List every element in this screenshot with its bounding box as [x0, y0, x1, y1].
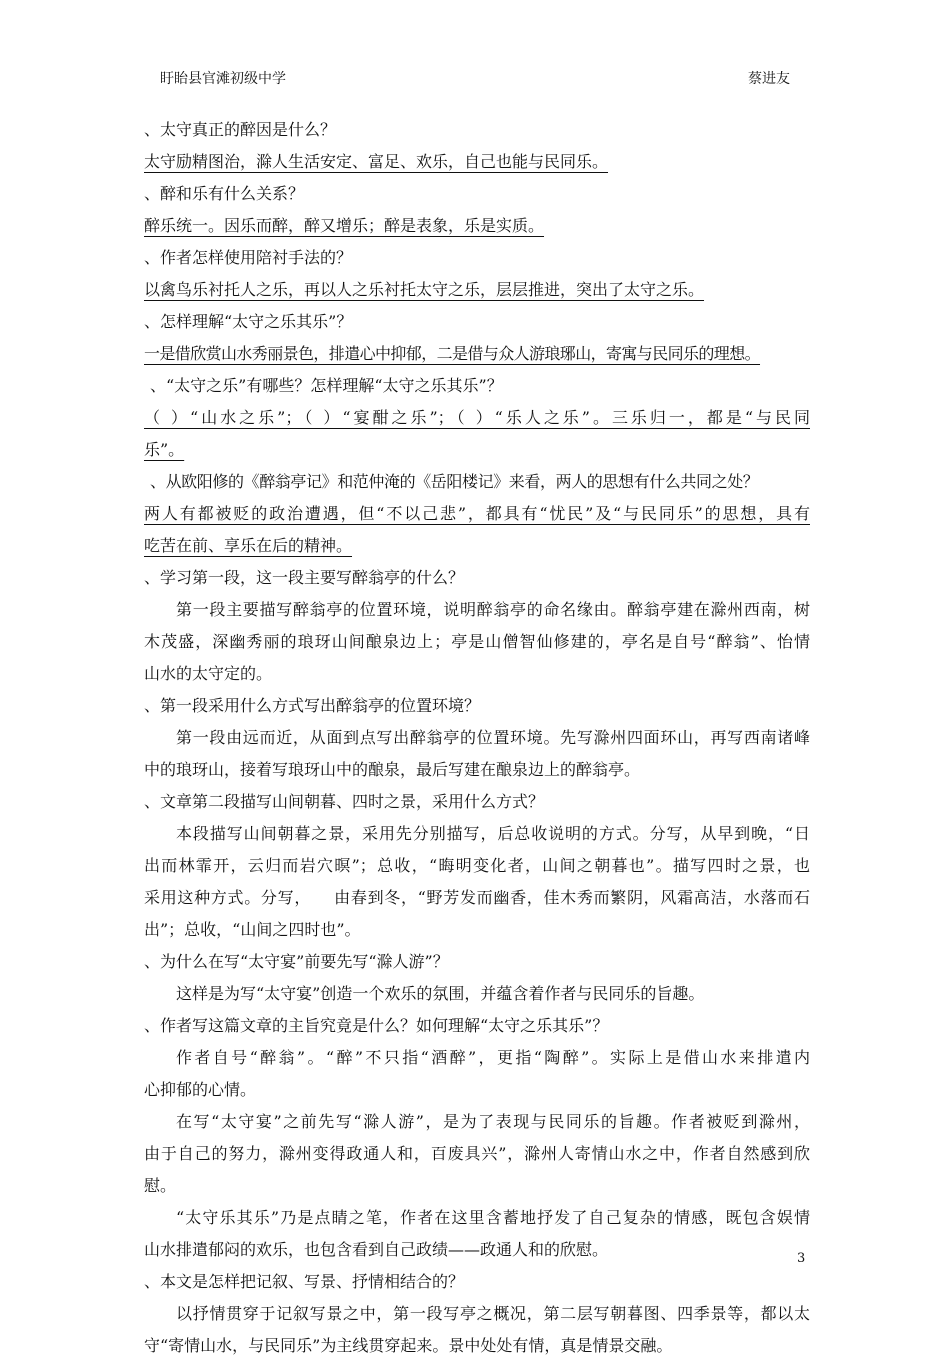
paragraph-9-line-3: 采用这种方式。分写， 由春到冬，“野芳发而幽香，佳木秀而繁阴，风霜高洁，水落而石 — [144, 888, 810, 907]
header-author: 蔡进友 — [748, 71, 790, 87]
question-5: 、“太守之乐”有哪些？怎样理解“太守之乐其乐”？ — [150, 376, 503, 395]
answer-3: 以禽鸟乐衬托人之乐，再以人之乐衬托太守之乐，层层推进，突出了太守之乐。 — [144, 280, 705, 299]
question-3: 、作者怎样使用陪衬手法的？ — [144, 248, 353, 267]
paragraph-10-line-1: 这样是为写“太守宴”创造一个欢乐的氛围，并蕴含着作者与民同乐的旨趣。 — [176, 984, 705, 1003]
answer-5-line-1: （ ）“山水之乐”；（ ）“宴酣之乐”；（ ）“乐人之乐”。三乐归一，都是“与民同 — [144, 408, 810, 427]
answer-6-line-1: 两人有都被贬的政治遭遇，但“不以己悲”，都具有“忧民”及“与民同乐”的思想，具有 — [144, 504, 810, 523]
document-body — [144, 114, 810, 1362]
paragraph-8-line-1: 第一段由远而近，从面到点写出醉翁亭的位置环境。先写滁州四面环山，再写西南诸峰 — [176, 728, 810, 747]
question-6: 、从欧阳修的《醉翁亭记》和范仲淹的《岳阳楼记》来看，两人的思想有什么共同之处？ — [150, 472, 759, 491]
paragraph-11c-line-2: 山水排遣郁闷的欢乐，也包含看到自己政绩——政通人和的欣慰。 — [144, 1240, 609, 1259]
question-7: 、学习第一段，这一段主要写醉翁亭的什么？ — [144, 568, 465, 587]
question-4: 、怎样理解“太守之乐其乐”？ — [144, 312, 353, 331]
paragraph-12-line-1: 以抒情贯穿于记叙写景之中，第一段写亭之概况，第二层写朝暮图、四季景等，都以太 — [176, 1304, 810, 1323]
page-header — [160, 68, 790, 92]
paragraph-11a-line-1: 作者自号“醉翁”。“醉”不只指“酒醉”，更指“陶醉”。实际上是借山水来排遣内 — [176, 1048, 810, 1067]
question-9: 、文章第二段描写山间朝暮、四时之景，采用什么方式？ — [144, 792, 545, 811]
paragraph-12-line-2: 守“寄情山水，与民同乐”为主线贯穿起来。景中处处有情，真是情景交融。 — [144, 1336, 673, 1355]
answer-1: 太守励精图治，滁人生活安定、富足、欢乐，自己也能与民同乐。 — [144, 152, 609, 171]
paragraph-11b-line-2: 由于自己的努力，滁州变得政通人和，百废具兴”，滁州人寄情山水之中，作者自然感到欣 — [144, 1144, 810, 1163]
question-12: 、本文是怎样把记叙、写景、抒情相结合的？ — [144, 1272, 465, 1291]
answer-6-line-2: 吃苦在前、享乐在后的精神。 — [144, 536, 353, 555]
header-school: 盱眙县官滩初级中学 — [160, 71, 286, 87]
question-1: 、太守真正的醉因是什么？ — [144, 120, 337, 139]
paragraph-11b-line-3: 慰。 — [144, 1176, 177, 1195]
question-10: 、为什么在写“太守宴”前要先写“滁人游”？ — [144, 952, 449, 971]
question-8: 、第一段采用什么方式写出醉翁亭的位置环境？ — [144, 696, 481, 715]
page-number: 3 — [797, 1251, 806, 1266]
paragraph-8-line-2: 中的琅玡山，接着写琅玡山中的酿泉，最后写建在酿泉边上的醉翁亭。 — [144, 760, 641, 779]
answer-4: 一是借欣赏山水秀丽景色，排遣心中抑郁，二是借与众人游琅琊山，寄寓与民同乐的理想。 — [144, 344, 761, 363]
paragraph-9-line-4: 出”；总收，“山间之四时也”。 — [144, 920, 361, 939]
paragraph-11a-line-2: 心抑郁的心情。 — [144, 1080, 257, 1099]
paragraph-9-line-1: 本段描写山间朝暮之景，采用先分别描写，后总收说明的方式。分写，从早到晚，“日 — [176, 824, 810, 843]
paragraph-7-line-1: 第一段主要描写醉翁亭的位置环境，说明醉翁亭的命名缘由。醉翁亭建在滁州西南，树 — [176, 600, 810, 619]
question-2: 、醉和乐有什么关系？ — [144, 184, 305, 203]
answer-5-line-2: 乐”。 — [144, 440, 185, 459]
question-11: 、作者写这篇文章的主旨究竟是什么？如何理解“太守之乐其乐”？ — [144, 1016, 609, 1035]
paragraph-11c-line-1: “太守乐其乐”乃是点睛之笔，作者在这里含蓄地抒发了自己复杂的情感，既包含娱情 — [176, 1208, 810, 1227]
paragraph-9-line-2: 出而林霏开，云归而岩穴暝”；总收，“晦明变化者，山间之朝暮也”。描写四时之景，也 — [144, 856, 810, 875]
answer-2: 醉乐统一。因乐而醉，醉又增乐；醉是表象，乐是实质。 — [144, 216, 545, 235]
paragraph-7-line-2: 木茂盛，深幽秀丽的琅玡山间酿泉边上；亭是山僧智仙修建的，亭名是自号“醉翁”、怡情 — [144, 632, 810, 651]
paragraph-11b-line-1: 在写“太守宴”之前先写“滁人游”，是为了表现与民同乐的旨趣。作者被贬到滁州， — [176, 1112, 810, 1131]
paragraph-7-line-3: 山水的太守定的。 — [144, 664, 273, 683]
